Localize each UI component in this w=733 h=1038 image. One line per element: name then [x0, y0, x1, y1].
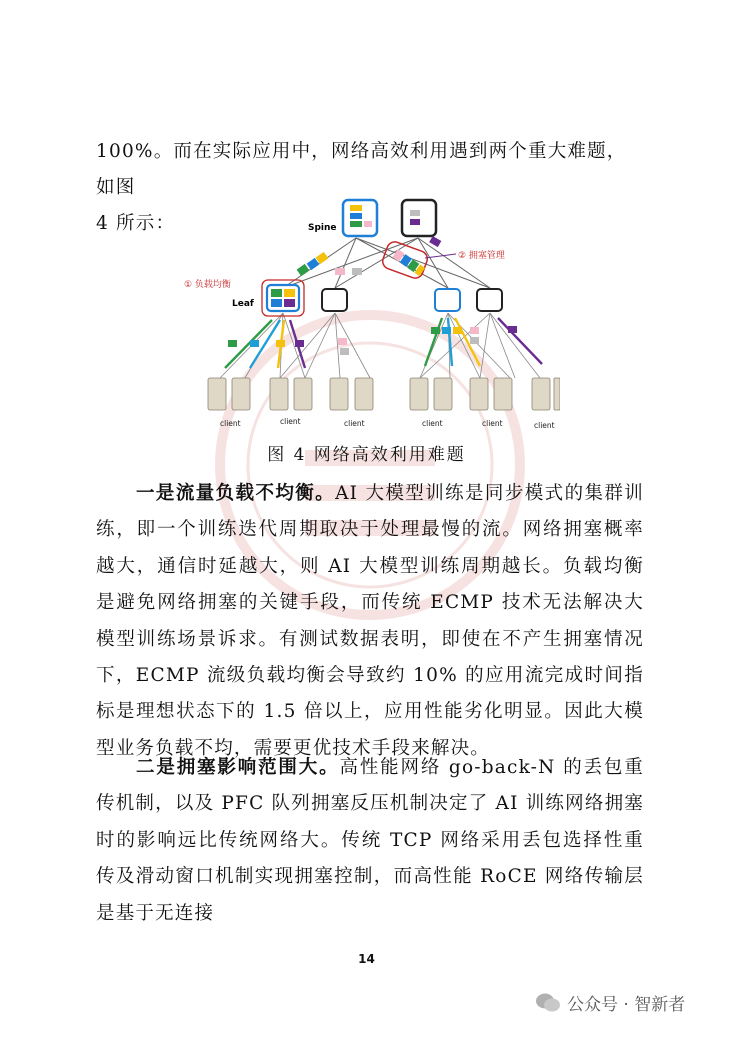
leaf-switch-1: [267, 285, 299, 311]
para1-body: AI 大模型训练是同步模式的集群训练，即一个训练迭代周期取决于处理最慢的流。网络拥塞概率越大，通信时延越大，则 AI 大模型训练周期越长。负载均衡是避免网络拥塞的关键手段，而传统 ECMP 技术无法解决大模型训练场景诉求。有测试数据表明，即使在不产生拥塞情况下，ECMP 流级负载均衡会导致约 10% 的应用流完成时间指标是理想状态下的 1.5 倍以上，应用性能劣化明显。因此大模型业务负载不均，需要更优技术手段来解决。: [96, 483, 644, 759]
para2-body: 高性能网络 go-back-N 的丢包重传机制，以及 PFC 队列拥塞反压机制决定了 AI 训练网络拥塞时的影响远比传统网络大。传统 TCP 网络采用丢包选择性重传及滑动窗口机制实现拥塞控制，而高性能 RoCE 网络传输层是基于无连接: [96, 757, 644, 924]
para1-heading: 一是流量负载不均衡。: [136, 483, 336, 504]
client-label-5: client: [482, 419, 503, 428]
leaf-switch-4: [477, 289, 502, 311]
network-diagram: [180, 188, 560, 438]
intro-line-2: 4 所示：: [96, 213, 176, 234]
client-label-4: client: [422, 419, 443, 428]
figure-caption: 图 4 网络高效利用难题: [267, 445, 466, 465]
page-number: 14: [358, 952, 375, 966]
paragraph-load-imbalance: [96, 476, 644, 767]
client-label-2: client: [280, 417, 301, 426]
spine-label: Spine: [308, 223, 337, 233]
para2-heading: 二是拥塞影响范围大。: [136, 757, 340, 778]
client-label-3: client: [344, 419, 365, 428]
paragraph-congestion: [96, 750, 644, 932]
watermark-text: 公众号 · 智新者: [567, 995, 686, 1015]
wechat-watermark: [535, 990, 685, 1015]
intro-line-1: 100%。而在实际应用中，网络高效利用遇到两个重大难题，如图: [96, 141, 627, 198]
leaf-switch-2: [322, 289, 347, 311]
client-servers: [208, 378, 560, 410]
leaf-label: Leaf: [232, 299, 254, 309]
congestion-pointer: [425, 254, 456, 258]
client-label-6: client: [534, 421, 555, 430]
congestion-label: ② 拥塞管理: [458, 251, 505, 261]
client-label-1: client: [220, 419, 241, 428]
loadbalance-label: ① 负载均衡: [184, 280, 231, 290]
spine-switch-2: [402, 200, 436, 236]
wechat-icon: [535, 992, 561, 1014]
leaf-switch-3: [435, 289, 460, 311]
